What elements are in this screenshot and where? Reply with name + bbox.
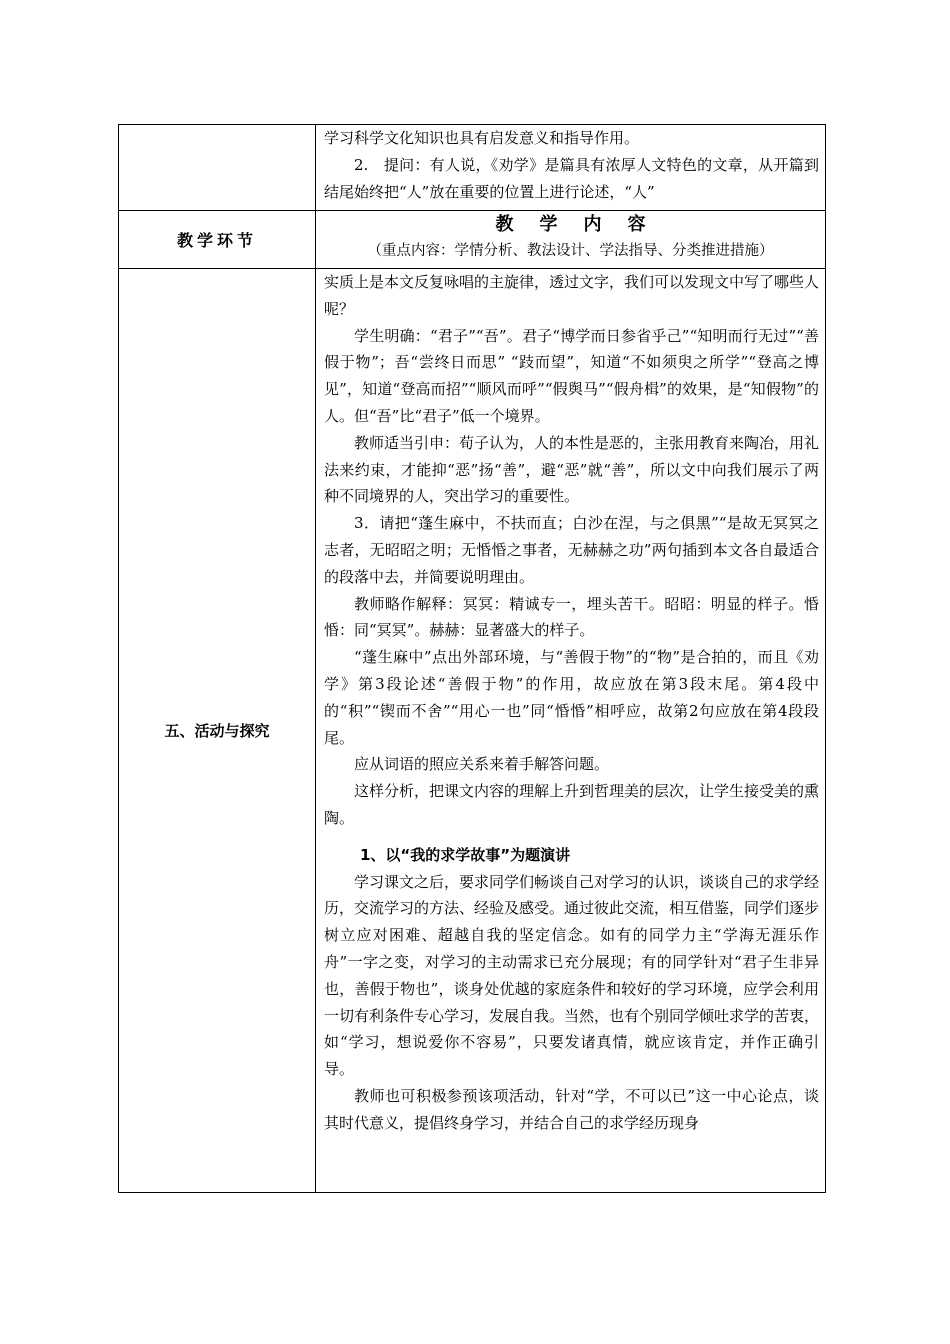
header-teaching-content xyxy=(316,211,826,269)
continued-left-cell xyxy=(119,125,316,211)
paragraph: 3．请把“蓬生麻中，不扶而直；白沙在涅，与之俱黑”“是故无冥冥之志者，无昭昭之明；无惛惛之事者，无赫赫之功”两句插到本文各自最适合的段落中去，并简要说明理由。 xyxy=(324,514,819,586)
continued-line-2: 2. 提问：有人说，《劝学》是篇具有浓厚人文特色的文章，从开篇到结尾始终把“人”放在重要的位置上进行论述，“人” xyxy=(324,155,819,201)
paragraph: 实质上是本文反复咏唱的主旋律，透过文字，我们可以发现文中写了哪些人呢？ xyxy=(324,273,820,318)
header-title: 教学内容 xyxy=(495,214,672,235)
paragraph: 学生明确：“君子”“吾”。君子“博学而日参省乎己”“知明而行无过”“善假于物”；吾“尝终日而思” “跂而望”，知道“不如须臾之所学”“登高之博见”，知道“登高而招”“顺风而呼”“假舆马”“假舟楫”的效果，是“知假物”的人。但“吾”比“君子”低一个境界。 xyxy=(324,326,819,425)
paragraph: 学习课文之后，要求同学们畅谈自己对学习的认识，谈谈自己的求学经历，交流学习的方法、经验及感受。通过彼此交流，相互借鉴，同学们逐步树立应对困难、超越自我的坚定信念。如有的同学力主“学海无涯乐作舟”一字之变，对学习的主动需求已充分展现；有的同学针对“君子生非异也，善假于物也”，谈身处优越的家庭条件和较好的学习环境，应学会利用一切有利条件专心学习，发展自我。当然，也有个别同学倾吐求学的苦衷，如“学习，想说爱你不容易”，只要发诸真情，就应该肯定，并作正确引导。 xyxy=(324,872,820,1079)
header-teaching-stage: 教学环节 xyxy=(119,211,316,269)
continued-row xyxy=(119,125,826,211)
header-row xyxy=(119,211,826,269)
lesson-plan-table xyxy=(118,124,826,1193)
continued-right-cell xyxy=(316,125,826,211)
paragraph: 教师适当引申：荀子认为，人的本性是恶的，主张用教育来陶冶，用礼法来约束，才能抑“恶”扬“善”，避“恶”就“善”，所以文中向我们展示了两种不同境界的人，突出学习的重要性。 xyxy=(324,433,820,506)
paragraph: 这样分析，把课文内容的理解上升到哲理美的层次，让学生接受美的熏陶。 xyxy=(324,782,820,827)
section-label: 五、活动与探究 xyxy=(119,269,316,1193)
paragraph: 教师略作解释：冥冥：精诚专一，埋头苦干。昭昭：明显的样子。惛惛：同“冥冥”。赫赫：显著盛大的样子。 xyxy=(324,594,819,640)
activity-heading: 1、以“我的求学故事”为题演讲 xyxy=(360,845,571,864)
continued-line-1: 学习科学文化知识也具有启发意义和指导作用。 xyxy=(324,129,640,147)
paragraph: “蓬生麻中”点出外部环境，与“善假于物”的“物”是合拍的，而且《劝学》第3段论述“善假于物”的作用，故应放在第3段末尾。第4段中的“积”“锲而不舍”“用心一也”同“惛惛”相呼应，故第2句应放在第4段段尾。 xyxy=(324,648,819,747)
section-content-cell xyxy=(316,269,826,1193)
activity-row xyxy=(119,269,826,1193)
header-subtitle: （重点内容：学情分析、教法设计、学法指导、分类推进措施） xyxy=(367,243,774,259)
paragraph: 教师也可积极参预该项活动，针对“学，不可以已”这一中心论点，谈其时代意义，提倡终身学习，并结合自己的求学经历现身 xyxy=(324,1086,819,1132)
paragraph: 应从词语的照应关系来着手解答问题。 xyxy=(354,755,610,774)
